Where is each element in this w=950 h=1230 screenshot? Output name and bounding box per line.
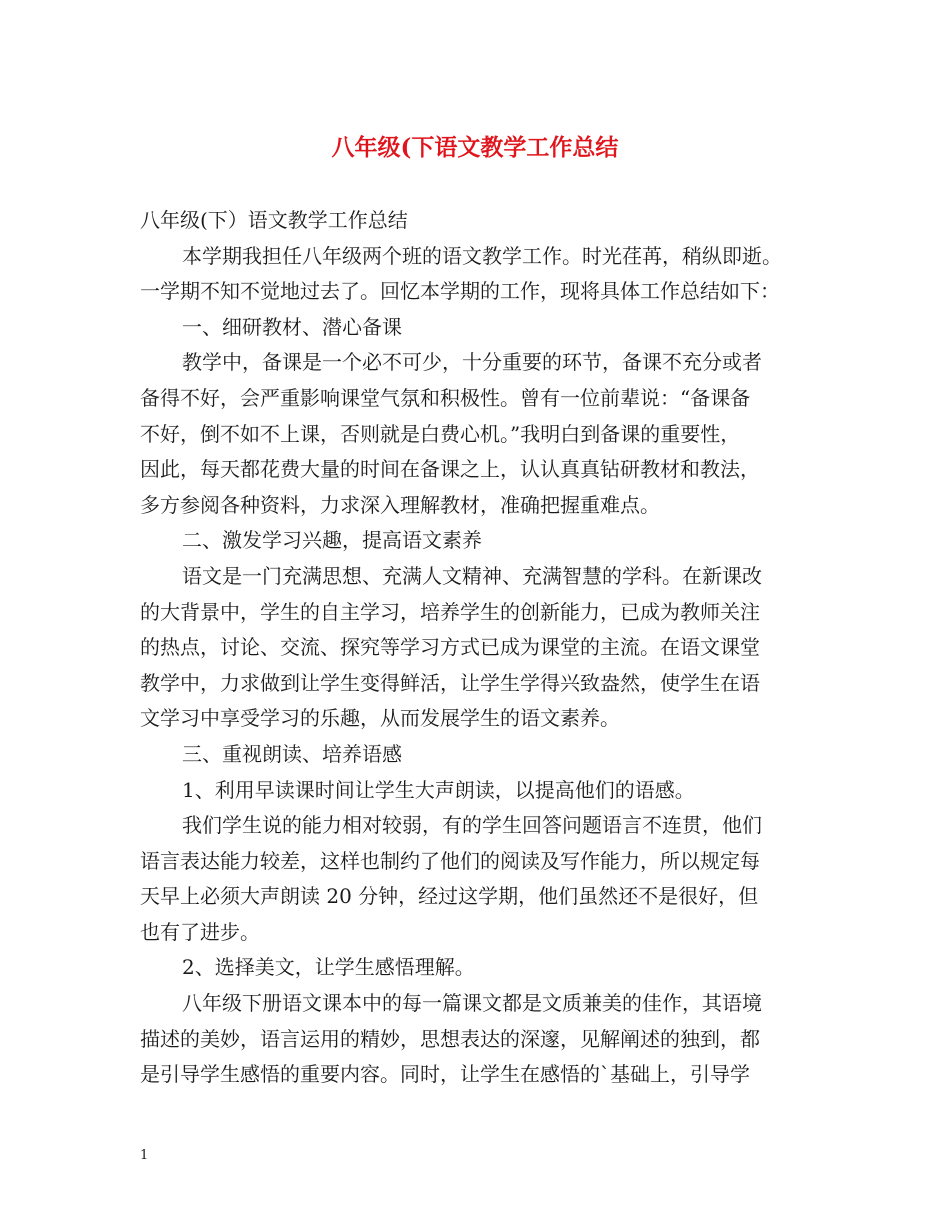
document-title: 八年级(下语文教学工作总结: [331, 134, 619, 161]
paragraph-line: 本学期我担任八年级两个班的语文教学工作。时光荏苒，稍纵即逝。: [182, 243, 782, 268]
paragraph-line: 备得不好，会严重影响课堂气氛和积极性。曾有一位前辈说：“备课备: [140, 385, 751, 410]
subtitle-line: 八年级(下）语文教学工作总结: [140, 208, 408, 232]
paragraph-line: 多方参阅各种资料，力求深入理解教材，准确把握重难点。: [140, 492, 660, 517]
paragraph-line: 教学中，力求做到让学生变得鲜活，让学生学得兴致盎然，使学生在语: [140, 670, 760, 695]
section-heading: 一、细研教材、潜心备课: [182, 314, 402, 339]
page-number: 1: [140, 1148, 149, 1163]
paragraph-line: 天早上必须大声朗读 20 分钟，经过这学期，他们虽然还不是很好，但: [140, 884, 759, 909]
paragraph-line: 因此，每天都花费大量的时间在备课之上，认认真真钻研教材和教法，: [140, 457, 760, 482]
paragraph-line: 语文是一门充满思想、充满人文精神、充满智慧的学科。在新课改: [182, 563, 762, 588]
paragraph-line: 也有了进步。: [140, 919, 260, 944]
subsection-heading: 2、选择美文，让学生感悟理解。: [182, 955, 475, 980]
paragraph-line: 语言表达能力较差，这样也制约了他们的阅读及写作能力，所以规定每: [140, 848, 760, 873]
paragraph-line: 的大背景中，学生的自主学习，培养学生的创新能力，已成为教师关注: [140, 599, 760, 624]
subsection-heading: 1、利用早读课时间让学生大声朗读，以提高他们的语感。: [182, 777, 695, 802]
paragraph-line: 不好，倒不如不上课，否则就是白费心机。”我明白到备课的重要性，: [140, 421, 741, 446]
paragraph-line: 八年级下册语文课本中的每一篇课文都是文质兼美的佳作，其语境: [182, 991, 762, 1016]
paragraph-line: 一学期不知不觉地过去了。回忆本学期的工作，现将具体工作总结如下：: [140, 279, 780, 304]
section-heading: 二、激发学习兴趣，提高语文素养: [182, 528, 482, 553]
section-heading: 三、重视朗读、培养语感: [182, 741, 402, 766]
paragraph-line: 教学中，备课是一个必不可少，十分重要的环节，备课不充分或者: [182, 350, 762, 375]
document-body: [140, 203, 812, 1093]
paragraph-line: 描述的美妙，语言运用的精妙，思想表达的深邃，见解阐述的独到，都: [140, 1026, 760, 1051]
paragraph-line: 的热点，讨论、交流、探究等学习方式已成为课堂的主流。在语文课堂: [140, 635, 760, 660]
paragraph-line: 是引导学生感悟的重要内容。同时，让学生在感悟的`基础上，引导学: [140, 1062, 750, 1087]
paragraph-line: 文学习中享受学习的乐趣，从而发展学生的语文素养。: [140, 706, 620, 731]
paragraph-line: 我们学生说的能力相对较弱，有的学生回答问题语言不连贯，他们: [182, 813, 762, 838]
